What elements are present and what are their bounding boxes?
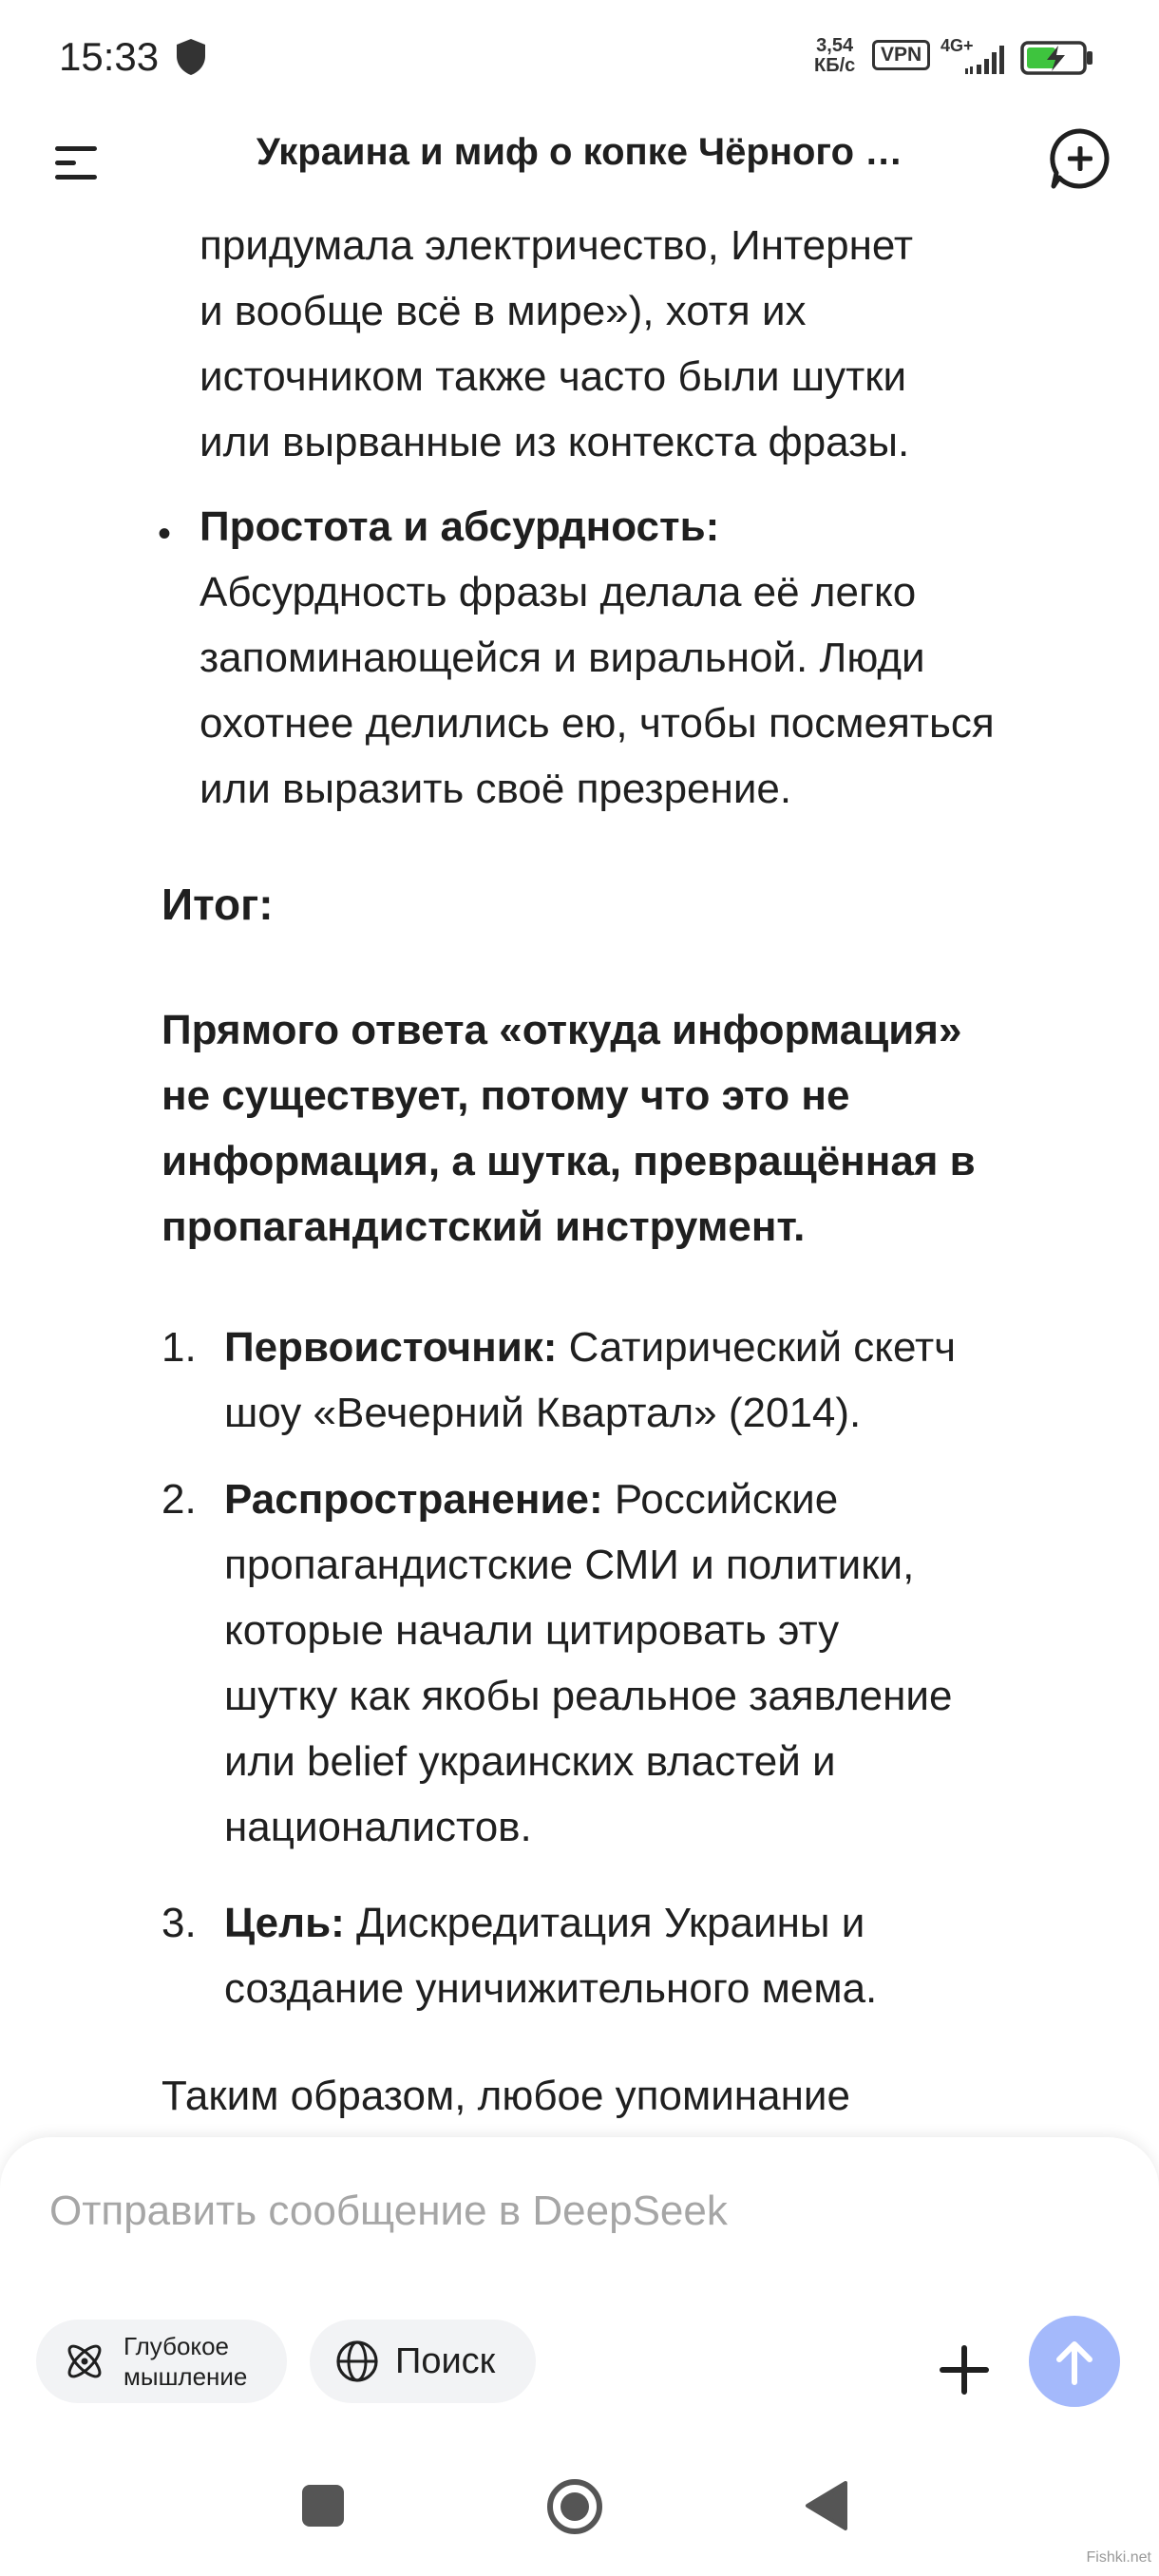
bullet-dot: •: [158, 513, 172, 555]
text-line: шоу «Вечерний Квартал» (2014).: [224, 1390, 862, 1436]
deep-think-toggle[interactable]: [36, 2320, 287, 2403]
list-item-label: Первоисточник:: [224, 1324, 558, 1371]
text-line: создание уничижительного мема.: [224, 1965, 878, 2012]
watermark: Fishki.net: [1086, 2549, 1151, 2566]
text-line: или вырванные из контекста фразы.: [200, 419, 910, 465]
text-line: пропагандистский инструмент.: [162, 1203, 806, 1250]
chat-header: [0, 114, 1159, 209]
menu-icon[interactable]: [49, 141, 106, 182]
search-toggle[interactable]: [310, 2320, 536, 2403]
send-button[interactable]: [1029, 2316, 1120, 2407]
home-icon[interactable]: [545, 2477, 604, 2536]
list-item: [224, 1467, 952, 1860]
battery-charging-icon: [1020, 40, 1096, 76]
deep-think-label-line: Глубокое: [124, 2332, 230, 2360]
text-line: запоминающейся и виральной. Люди: [200, 635, 925, 681]
vpn-badge: VPN: [872, 40, 930, 70]
signal-icon: [963, 44, 1007, 74]
closing-paragraph: Таким образом, любое упоминание: [162, 2073, 850, 2119]
text-line: информация, а шутка, превращённая в: [162, 1138, 976, 1184]
summary-heading: Итог:: [162, 880, 274, 929]
network-speed-value: 3,54: [816, 35, 854, 56]
shield-icon: [175, 38, 207, 76]
text-line: не существует, потому что это не: [162, 1072, 850, 1119]
text-line: и вообще всё в мире»), хотя их: [200, 288, 807, 334]
deep-think-label: [124, 2331, 247, 2392]
bullet-item: [200, 494, 995, 822]
network-speed-unit: КБ/с: [814, 55, 856, 76]
search-label: Поиск: [395, 2340, 496, 2381]
list-item: [224, 1890, 877, 2021]
globe-icon: [334, 2339, 380, 2384]
list-number: 3.: [162, 1900, 197, 1946]
status-time: 15:33: [59, 34, 160, 79]
summary-paragraph: [162, 997, 976, 1260]
list-item-text: Российские: [602, 1476, 839, 1523]
list-item-label: Цель:: [224, 1900, 345, 1946]
attach-plus-icon[interactable]: [936, 2341, 993, 2398]
new-chat-icon[interactable]: [1047, 125, 1113, 192]
text-line: охотнее делились ею, чтобы посмеяться: [200, 700, 995, 747]
system-nav-bar: [0, 2432, 1159, 2576]
text-line: шутку как якобы реальное заявление: [224, 1673, 953, 1719]
text-line: которые начали цитировать эту: [224, 1607, 840, 1654]
bullet-title: Простота и абсурдность:: [200, 503, 720, 550]
text-line: источником также часто были шутки: [200, 353, 907, 400]
list-item-text: Дискредитация Украины и: [344, 1900, 865, 1946]
back-icon[interactable]: [804, 2479, 849, 2532]
arrow-up-icon: [1052, 2337, 1097, 2386]
text-line: или выразить своё презрение.: [200, 766, 792, 812]
list-item-text: Сатирический скетч: [557, 1324, 957, 1371]
status-bar: [0, 0, 1159, 114]
message-input[interactable]: [49, 2183, 1094, 2240]
network-type: 4G+: [940, 36, 974, 55]
list-item: [224, 1315, 956, 1446]
text-line: придумала электричество, Интернет: [200, 222, 914, 269]
network-speed: [814, 36, 855, 76]
deep-think-label-line: мышление: [124, 2362, 248, 2391]
list-number: 1.: [162, 1324, 197, 1371]
text-line: или belief украинских властей и: [224, 1738, 836, 1785]
list-item-label: Распространение:: [224, 1476, 603, 1523]
composer-panel: [0, 2137, 1159, 2432]
text-line: Прямого ответа «откуда информация»: [162, 1007, 962, 1053]
text-line: пропагандистские СМИ и политики,: [224, 1542, 915, 1588]
text-line: Абсурдность фразы делала её легко: [200, 569, 917, 616]
bullet-continuation: [200, 213, 913, 475]
recents-icon[interactable]: [302, 2485, 344, 2527]
atom-icon: [61, 2338, 108, 2385]
chat-message: [0, 209, 1159, 2137]
text-line: националистов.: [224, 1804, 532, 1850]
chat-title[interactable]: Украина и миф о копке Чёрного …: [256, 131, 903, 173]
list-number: 2.: [162, 1476, 197, 1523]
